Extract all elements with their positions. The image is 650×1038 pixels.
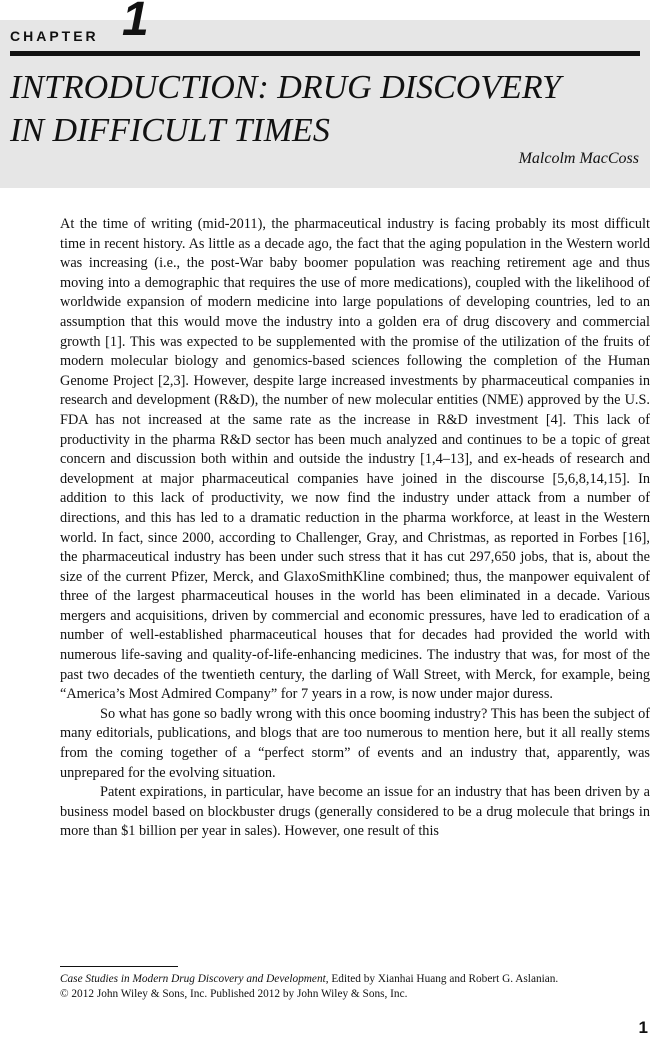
chapter-label: CHAPTER bbox=[10, 28, 99, 44]
footnote-citation bbox=[60, 972, 650, 987]
chapter-title-line-1: INTRODUCTION: DRUG DISCOVERY bbox=[10, 69, 561, 106]
author-name: Malcolm MacCoss bbox=[518, 150, 639, 167]
chapter-number: 1 bbox=[122, 0, 149, 46]
footnote-copyright: © 2012 John Wiley & Sons, Inc. Published 2012 by John Wiley & Sons, Inc. bbox=[60, 988, 408, 1000]
footnote bbox=[60, 972, 650, 1002]
paragraph-3: Patent expirations, in particular, have become an issue for an industry that has been driven by a business model based on blockbuster drugs (generally considered to be a drug molecule that brings in more than $1 billion per year in sales). However, one result of this bbox=[60, 784, 650, 840]
chapter-title-line-2: IN DIFFICULT TIMES bbox=[10, 112, 330, 149]
paragraph-2: So what has gone so badly wrong with this once booming industry? This has been the subject of many editorials, publications, and blogs that are too numerous to mention here, but it all really stems from the coming together of a “perfect storm” of events and an industry that, apparently, was unprepared for the evolving situation. bbox=[60, 705, 650, 781]
footnote-editors: , Edited by Xianhai Huang and Robert G. Aslanian. bbox=[325, 973, 559, 985]
chapter-title bbox=[10, 66, 640, 152]
footnote-rule bbox=[60, 966, 178, 967]
footnote-book-title: Case Studies in Modern Drug Discovery and Development bbox=[60, 973, 326, 985]
page-number: 1 bbox=[638, 1018, 648, 1037]
body-text bbox=[60, 215, 650, 842]
paragraph-1: At the time of writing (mid-2011), the pharmaceutical industry is facing probably its most difficult time in recent history. As little as a decade ago, the fact that the aging population in the Western world was increasing (i.e., the post-War baby boomer population was reaching retirement age and thus moving into a demographic that requires the use of more medications), coupled with the likelihood of worldwide expansion of modern medicine into large populations of developing countries, led to an assumption that this would move the industry into a golden era of drug discovery and commercial growth [1]. This was expected to be supplemented with the promise of the utilization of the fruits of modern molecular biology and genomics-based sciences following the completion of the Human Genome Project [2,3]. However, despite large increased investments by pharmaceutical companies in research and development (R&D), the number of new molecular entities (NME) approved by the U.S. FDA has not increased at the same rate as the increase in R&D investment [4]. This lack of productivity in the pharma R&D sector has been much analyzed and continues to be a topic of great concern and discussion both within and outside the industry [1,4–13], and ex-heads of research and development at major pharmaceutical companies have joined in the discourse [5,6,8,14,15]. In addition to this lack of productivity, we now find the industry under attack from a number of directions, and this has led to a dramatic reduction in the pharma workforce, at least in the Western world. In fact, since 2000, according to Challenger, Gray, and Christmas, as reported in Forbes [16], the pharmaceutical industry has been under such stress that it has cut 297,650 jobs, that is, about the size of the current Pfizer, Merck, and GlaxoSmithKline combined; thus, the manpower equivalent of three of the largest pharmaceutical houses in the world has been eliminated in a decade. Various mergers and acquisitions, driven by commercial and economic pressures, have led to eradication of a number of well-established pharmaceutical houses that for decades had provided the world with numerous life-saving and quality-of-life-enhancing medicines. The industry that was, for most of the past two decades of the twentieth century, the darling of Wall Street, with Merck, for example, being “America’s Most Admired Company” for 7 years in a row, is now under major duress. bbox=[60, 216, 650, 703]
chapter-rule bbox=[10, 51, 640, 56]
